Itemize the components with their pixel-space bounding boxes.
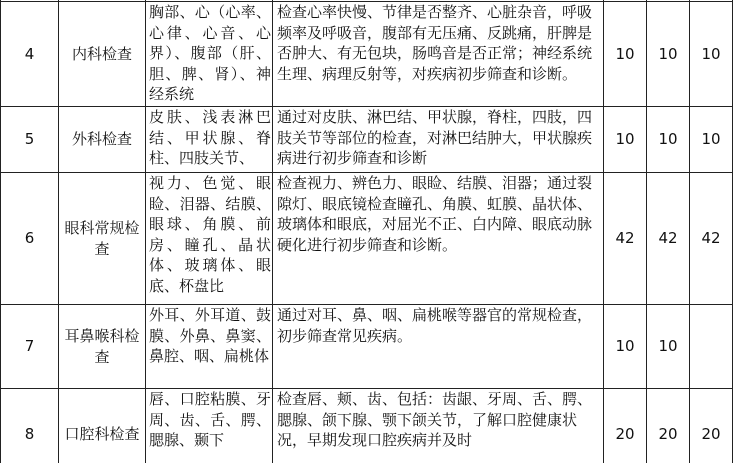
value-col-1: 42 bbox=[604, 173, 647, 305]
value-col-1: 10 bbox=[604, 107, 647, 173]
row-number: 8 bbox=[1, 389, 59, 463]
exam-items: 外耳、外耳道、鼓膜、外鼻、鼻窦、鼻腔、咽、扁桃体 bbox=[146, 305, 273, 389]
exam-items: 皮肤、浅表淋巴结、甲状腺、脊柱、四肢关节、 bbox=[146, 107, 273, 173]
value-col-1: 10 bbox=[604, 305, 647, 389]
table-row bbox=[1, 389, 733, 463]
value-col-3: 20 bbox=[690, 389, 733, 463]
table-row bbox=[1, 173, 733, 305]
exam-description: 检查视力、辨色力、眼睑、结膜、泪器；通过裂隙灯、眼底镜检查瞳孔、角膜、虹膜、晶状体、玻璃体和眼底，对屈光不正、白内障、眼底动脉硬化进行初步筛查和诊断。 bbox=[273, 173, 604, 305]
value-col-2: 42 bbox=[647, 173, 690, 305]
row-number: 4 bbox=[1, 2, 59, 107]
value-col-3: 42 bbox=[690, 173, 733, 305]
exam-description: 通过对耳、鼻、咽、扁桃喉等器官的常规检查，初步筛查常见疾病。 bbox=[273, 305, 604, 389]
exam-name: 眼科常规检查 bbox=[59, 173, 146, 305]
value-col-3: 10 bbox=[690, 107, 733, 173]
exam-name: 口腔科检查 bbox=[59, 389, 146, 463]
exam-description: 检查心率快慢、节律是否整齐、心脏杂音，呼吸频率及呼吸音，腹部有无压痛、反跳痛，肝脾是否肿大、有无包块，肠鸣音是否正常；神经系统生理、病理反射等，对疾病初步筛查和诊断。 bbox=[273, 2, 604, 107]
exam-items: 胸部、心（心率、心律、心音、心界）、腹部（肝、胆、脾、肾）、神经系统 bbox=[146, 2, 273, 107]
value-col-2: 10 bbox=[647, 305, 690, 389]
value-col-1: 10 bbox=[604, 2, 647, 107]
value-col-2: 10 bbox=[647, 107, 690, 173]
value-col-2: 20 bbox=[647, 389, 690, 463]
value-col-3: 10 bbox=[690, 2, 733, 107]
row-number: 7 bbox=[1, 305, 59, 389]
exam-items: 唇、口腔粘膜、牙周、齿、舌、腭、腮腺、颞下 bbox=[146, 389, 273, 463]
exam-description: 通过对皮肤、淋巴结、甲状腺，脊柱，四肢，四肢关节等部位的检查，对淋巴结肿大，甲状腺疾病进行初步筛查和诊断 bbox=[273, 107, 604, 173]
table-row bbox=[1, 107, 733, 173]
row-number: 6 bbox=[1, 173, 59, 305]
row-number: 5 bbox=[1, 107, 59, 173]
exam-name: 内科检查 bbox=[59, 2, 146, 107]
exam-items: 视力、色觉、眼睑、泪器、结膜、眼球、角膜、前房、瞳孔、晶状体、玻璃体、眼底、杯盘比 bbox=[146, 173, 273, 305]
exam-description: 检查唇、颊、齿、包括：齿龈、牙周、舌、腭、腮腺、颌下腺、颚下颌关节，了解口腔健康状况，早期发现口腔疾病并及时 bbox=[273, 389, 604, 463]
exam-name: 外科检查 bbox=[59, 107, 146, 173]
value-col-3 bbox=[690, 305, 733, 389]
value-col-1: 20 bbox=[604, 389, 647, 463]
exam-name: 耳鼻喉科检查 bbox=[59, 305, 146, 389]
table-row bbox=[1, 305, 733, 389]
table-row bbox=[1, 2, 733, 107]
value-col-2: 10 bbox=[647, 2, 690, 107]
